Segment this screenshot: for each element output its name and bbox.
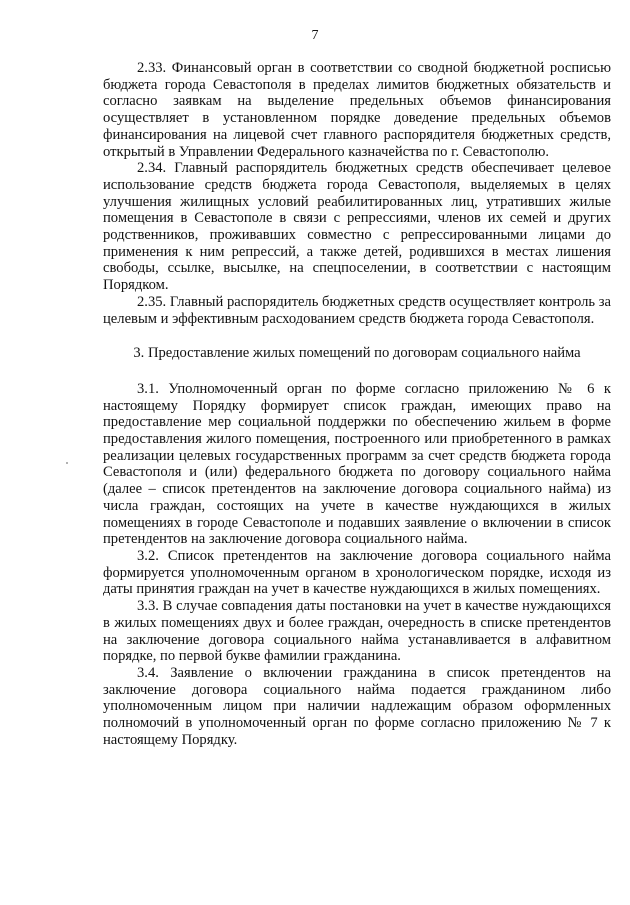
- paragraph-3-2: 3.2. Список претендентов на заключение договора социального найма формируется уполномоченным органом в хронологическом порядке, исходя из даты принятия граждан на учет в качестве нуждающихся в жилых помещениях.: [103, 547, 611, 598]
- paragraph-2-34: 2.34. Главный распорядитель бюджетных средств обеспечивает целевое использование средств бюджета города Севастополя, выделяемых в целях улучшения жилищных условий реабилитированных лиц, утративших жилые помещения в Севастополе в связи с репрессиями, членов их семей и других родственников, проживавших совместно с репрессированными лицами до применения к ним репрессий, а также детей, родившихся в местах лишения свободы, ссылке, высылке, на спецпоселении, в соответствии с настоящим Порядком.: [103, 160, 611, 294]
- paragraph-3-3: 3.3. В случае совпадения даты постановки на учет в качестве нуждающихся в жилых помещениях двух и более граждан, очередность в списке претендентов на заключение договора социального найма устанавливается в алфавитном порядке, по первой букве фамилии гражданина.: [103, 598, 611, 665]
- paragraph-2-33: 2.33. Финансовый орган в соответствии со сводной бюджетной росписью бюджета города Севастополя в пределах лимитов бюджетных обязательств и согласно заявкам на выделение предельных объемов финансирования осуществляет в установленном порядке доведение предельных объемов финансирования на лицевой счет главного распорядителя бюджетных средств, открытый в Управлении Федерального казначейства по г. Севастополю.: [103, 60, 611, 160]
- scan-artifact: [66, 462, 68, 464]
- document-body: [103, 60, 611, 748]
- section-3-heading: 3. Предоставление жилых помещений по договорам социального найма: [133, 345, 581, 362]
- page-number: 7: [311, 28, 319, 43]
- paragraph-2-35: 2.35. Главный распорядитель бюджетных средств осуществляет контроль за целевым и эффективным расходованием средств бюджета города Севастополя.: [103, 293, 611, 327]
- paragraph-3-1: 3.1. Уполномоченный орган по форме согласно приложению № 6 к настоящему Порядку формирует список граждан, имеющих право на предоставление мер социальной поддержки по обеспечению жильем в форме предоставления жилого помещения, построенного или приобретенного в рамках реализации целевых государственных программ за счет средств бюджета города Севастополя и (или) федерального бюджета по договору социального найма (далее – список претендентов на заключение договора социального найма) из числа граждан, состоящих на учете в качестве нуждающихся в жилых помещениях в городе Севастополе и подавших заявление о включении в список претендентов на заключение договора социального найма.: [103, 380, 611, 548]
- paragraph-3-4: 3.4. Заявление о включении гражданина в список претендентов на заключение договора социального найма подается гражданином либо уполномоченным лицом при наличии надлежащим образом оформленных полномочий в уполномоченный орган по форме согласно приложению № 7 к настоящему Порядку.: [103, 664, 611, 748]
